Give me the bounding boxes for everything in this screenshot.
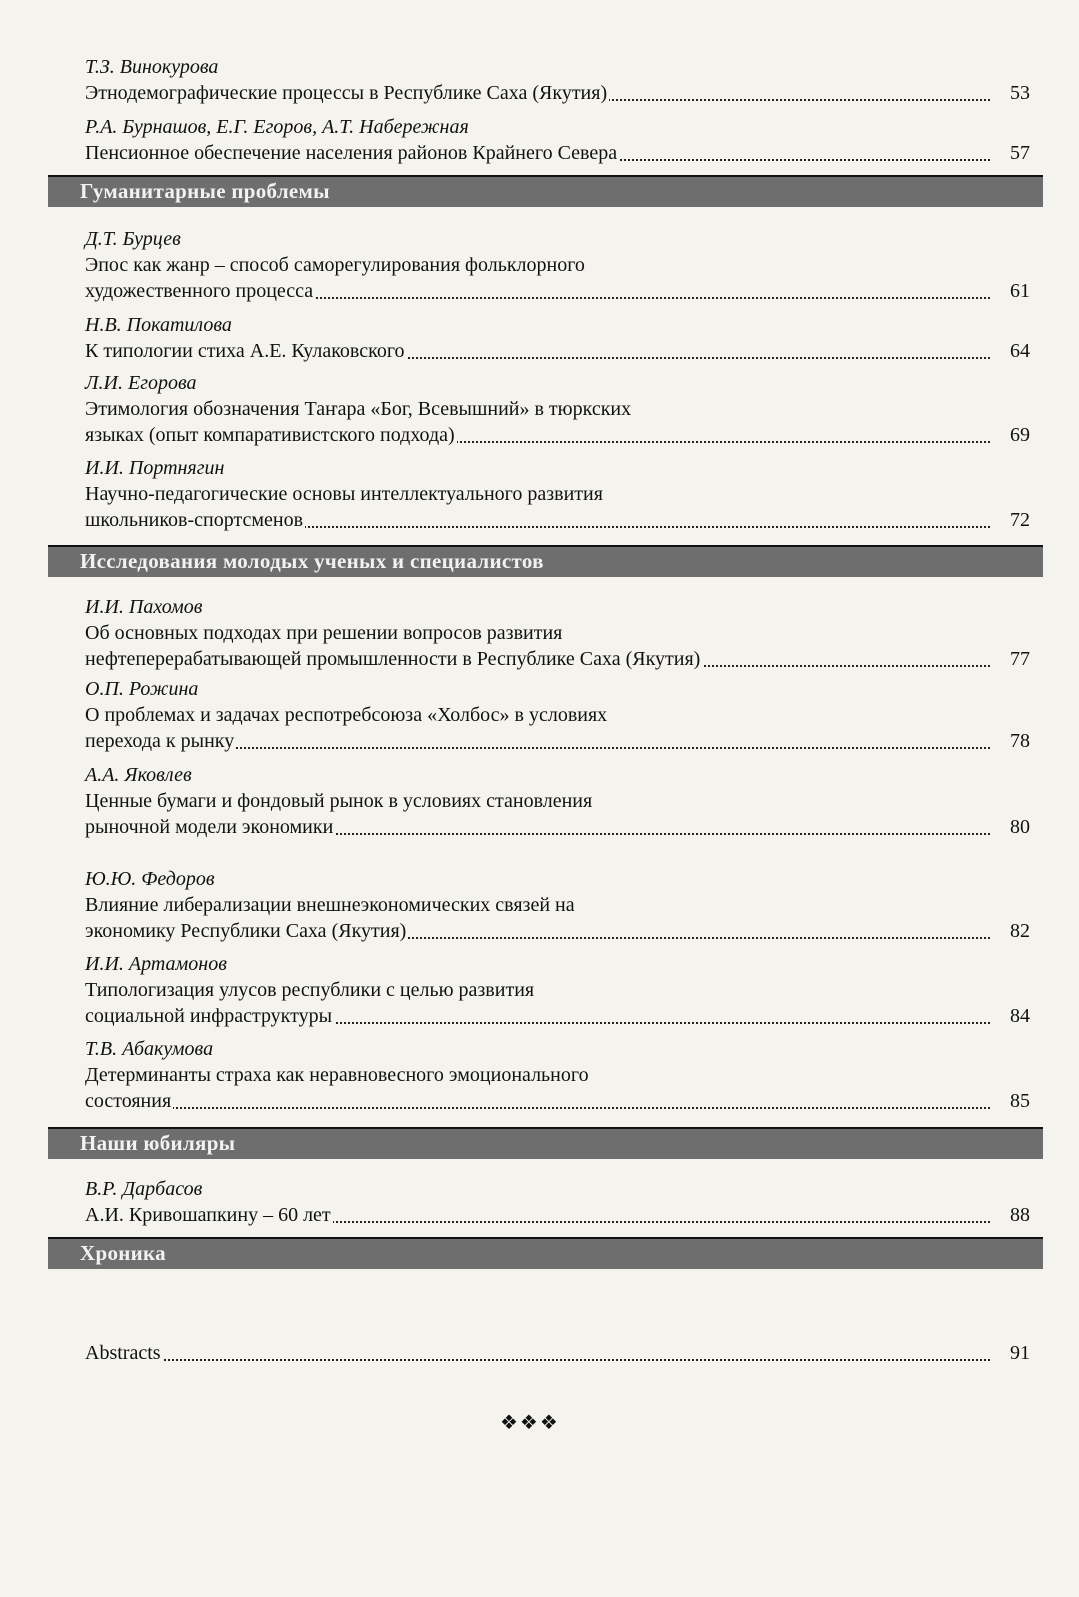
entry-page-number: 85	[1004, 1088, 1030, 1114]
entry-title: школьников-спортсменов	[85, 509, 304, 531]
section-header	[48, 1237, 1043, 1269]
entry-title-line	[85, 481, 1030, 507]
entry-title: Abstracts	[85, 1342, 161, 1364]
section-title: Хроника	[80, 1241, 166, 1265]
entry-title-line	[85, 728, 1030, 754]
section-title: Наши юбиляры	[80, 1131, 236, 1155]
entry-title-line	[85, 396, 1030, 422]
entry-title: Ценные бумаги и фондовый рынок в условиях становления	[85, 790, 593, 812]
entry-title-line	[85, 140, 1030, 166]
entry-title-line	[85, 1088, 1030, 1114]
toc-entry	[85, 676, 1030, 754]
entry-page-number: 64	[1004, 338, 1030, 364]
entry-title: Эпос как жанр – способ саморегулирования фольклорного	[85, 254, 585, 276]
entry-title: Пенсионное обеспечение населения районов Крайнего Севера	[85, 142, 618, 164]
toc-entry	[85, 594, 1030, 672]
entry-title-line	[85, 252, 1030, 278]
toc-entry	[85, 54, 1030, 106]
entry-title-line	[85, 1062, 1030, 1088]
entry-title: Этимология обозначения Таҥара «Бог, Всевышний» в тюркских	[85, 398, 632, 420]
entry-page-number: 72	[1004, 507, 1030, 533]
entry-page-number: 69	[1004, 422, 1030, 448]
entry-title-line	[85, 422, 1030, 448]
toc-entry	[85, 226, 1030, 304]
section-header	[48, 1127, 1043, 1159]
toc-entry	[85, 1176, 1030, 1228]
toc-entry	[85, 866, 1030, 944]
entry-title: Научно-педагогические основы интеллектуального развития	[85, 483, 603, 505]
entry-title: Влияние либерализации внешнеэкономических связей на	[85, 894, 575, 916]
section-header	[48, 545, 1043, 577]
entry-title-line	[85, 1003, 1030, 1029]
entry-author: И.И. Артамонов	[85, 953, 227, 975]
toc-entry	[85, 312, 1030, 364]
entry-title: социальной инфраструктуры	[85, 1005, 333, 1027]
entry-page-number: 53	[1004, 80, 1030, 106]
entry-author: Ю.Ю. Федоров	[85, 868, 215, 890]
entry-title-line	[85, 80, 1030, 106]
entry-title-line	[85, 1202, 1030, 1228]
entry-author: И.И. Портнягин	[85, 457, 225, 479]
entry-title: Детерминанты страха как неравновесного эмоционального	[85, 1064, 589, 1086]
entry-page-number: 78	[1004, 728, 1030, 754]
entry-author: И.И. Пахомов	[85, 596, 203, 618]
entry-page-number: 77	[1004, 646, 1030, 672]
toc-entry	[85, 951, 1030, 1029]
entry-page-number: 61	[1004, 278, 1030, 304]
entry-title-line	[85, 278, 1030, 304]
entry-page-number: 84	[1004, 1003, 1030, 1029]
entry-title-line	[85, 918, 1030, 944]
entry-title-line	[85, 977, 1030, 1003]
toc-entry	[85, 455, 1030, 533]
ornament-divider: ❖❖❖	[500, 1410, 560, 1434]
entry-title-line	[85, 1340, 1030, 1366]
toc-entry	[85, 114, 1030, 166]
entry-title: К типологии стиха А.Е. Кулаковского	[85, 340, 405, 362]
entry-title: рыночной модели экономики	[85, 816, 334, 838]
entry-author: В.Р. Дарбасов	[85, 1178, 203, 1200]
entry-title: языках (опыт компаративистского подхода)	[85, 424, 455, 446]
section-title: Гуманитарные проблемы	[80, 179, 330, 203]
entry-author: Н.В. Покатилова	[85, 314, 232, 336]
entry-page-number: 57	[1004, 140, 1030, 166]
toc-entry	[85, 370, 1030, 448]
section-title: Исследования молодых ученых и специалистов	[80, 549, 544, 573]
entry-title-line	[85, 702, 1030, 728]
entry-author: Д.Т. Бурцев	[85, 228, 181, 250]
entry-page-number: 91	[1004, 1340, 1030, 1366]
toc-entry	[85, 762, 1030, 840]
entry-title: Типологизация улусов республики с целью развития	[85, 979, 535, 1001]
entry-title: А.И. Кривошапкину – 60 лет	[85, 1204, 331, 1226]
entry-title: О проблемах и задачах респотребсоюза «Холбос» в условиях	[85, 704, 608, 726]
entry-title: Об основных подходах при решении вопросов развития	[85, 622, 563, 644]
toc-entry	[85, 1340, 1030, 1366]
entry-title-line	[85, 788, 1030, 814]
entry-author: О.П. Рожина	[85, 678, 199, 700]
entry-title: перехода к рынку	[85, 730, 235, 752]
entry-title-line	[85, 892, 1030, 918]
entry-author: Т.З. Винокурова	[85, 56, 219, 78]
entry-page-number: 80	[1004, 814, 1030, 840]
entry-author: Т.В. Абакумова	[85, 1038, 214, 1060]
entry-page-number: 88	[1004, 1202, 1030, 1228]
entry-title-line	[85, 646, 1030, 672]
entry-title-line	[85, 814, 1030, 840]
entry-title: Этнодемографические процессы в Республике Саха (Якутия)	[85, 82, 608, 104]
entry-title: нефтеперерабатывающей промышленности в Республике Саха (Якутия)	[85, 648, 701, 670]
entry-title: состояния	[85, 1090, 172, 1112]
entry-title-line	[85, 620, 1030, 646]
entry-title-line	[85, 507, 1030, 533]
entry-title-line	[85, 338, 1030, 364]
entry-title: художественного процесса	[85, 280, 314, 302]
entry-author: Л.И. Егорова	[85, 372, 197, 394]
entry-author: А.А. Яковлев	[85, 764, 192, 786]
entry-page-number: 82	[1004, 918, 1030, 944]
toc-entry	[85, 1036, 1030, 1114]
section-header	[48, 175, 1043, 207]
entry-author: Р.А. Бурнашов, Е.Г. Егоров, А.Т. Набережная	[85, 116, 469, 138]
entry-title: экономику Республики Саха (Якутия)	[85, 920, 407, 942]
